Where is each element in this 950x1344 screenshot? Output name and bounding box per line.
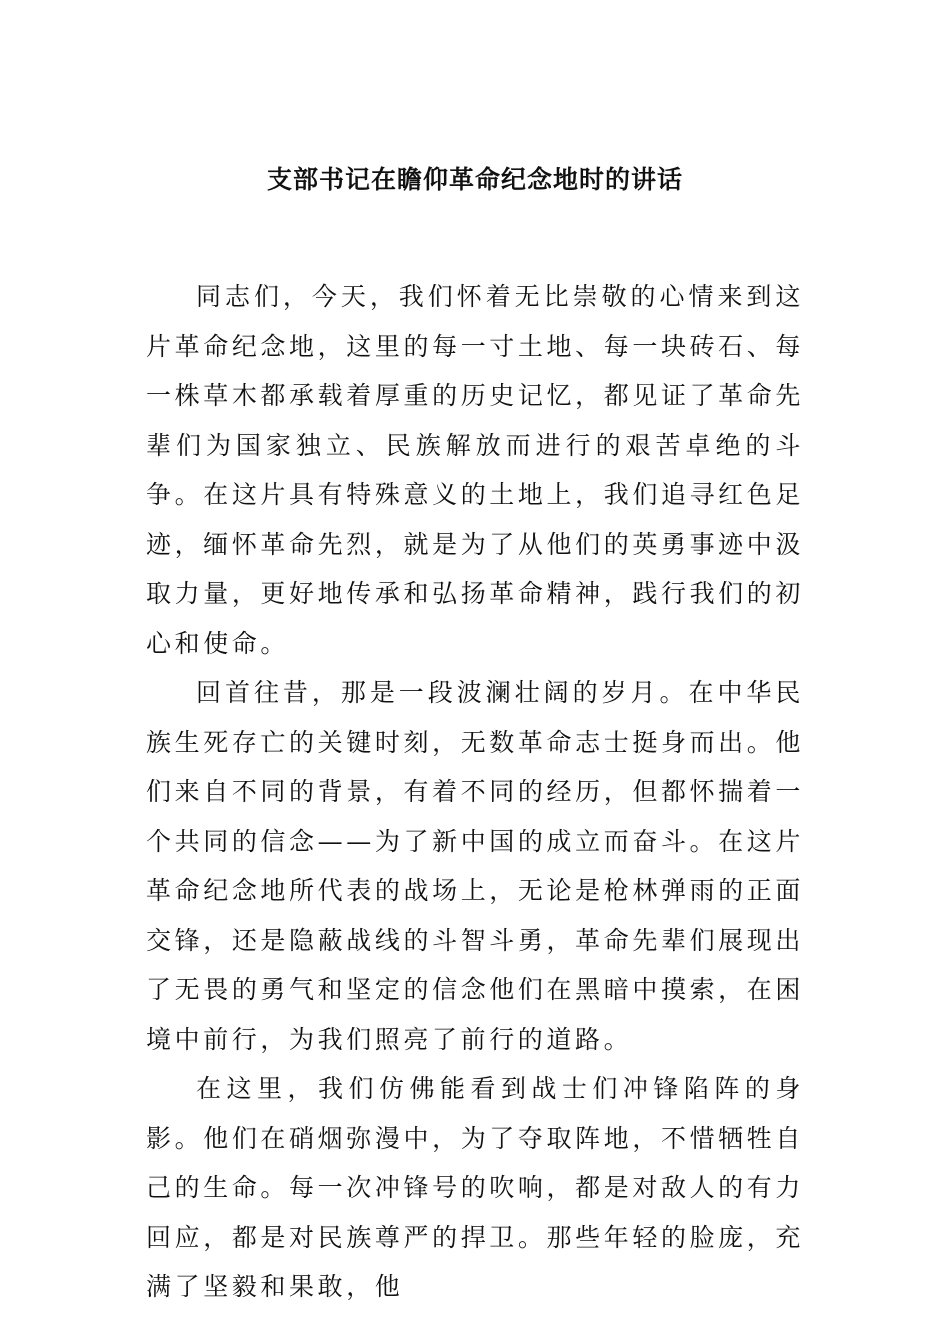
paragraph-1: 同志们，今天，我们怀着无比崇敬的心情来到这片革命纪念地，这里的每一寸土地、每一块砖石、每一株草木都承载着厚重的历史记忆，都见证了革命先辈们为国家独立、民族解放而进行的艰苦卓绝的斗争。在这片具有特殊意义的土地上，我们追寻红色足迹，缅怀革命先烈，就是为了从他们的英勇事迹中汲取力量，更好地传承和弘扬革命精神，践行我们的初心和使命。	[146, 282, 804, 658]
paragraph-2: 回首往昔，那是一段波澜壮阔的岁月。在中华民族生死存亡的关键时刻，无数革命志士挺身而出。他们来自不同的背景，有着不同的经历，但都怀揣着一个共同的信念——为了新中国的成立而奋斗。在这片革命纪念地所代表的战场上，无论是枪林弹雨的正面交锋，还是隐蔽战线的斗智斗勇，革命先辈们展现出了无畏的勇气和坚定的信念他们在黑暗中摸索，在困境中前行，为我们照亮了前行的道路。	[146, 678, 804, 1054]
paragraph-3: 在这里，我们仿佛能看到战士们冲锋陷阵的身影。他们在硝烟弥漫中，为了夺取阵地，不惜牺牲自己的生命。每一次冲锋号的吹响，都是对敌人的有力回应，都是对民族尊严的捍卫。那些年轻的脸庞，充满了坚毅和果敢，他	[146, 1074, 804, 1301]
document-title: 支部书记在瞻仰革命纪念地时的讲话	[266, 165, 683, 194]
document-body	[146, 272, 804, 1312]
